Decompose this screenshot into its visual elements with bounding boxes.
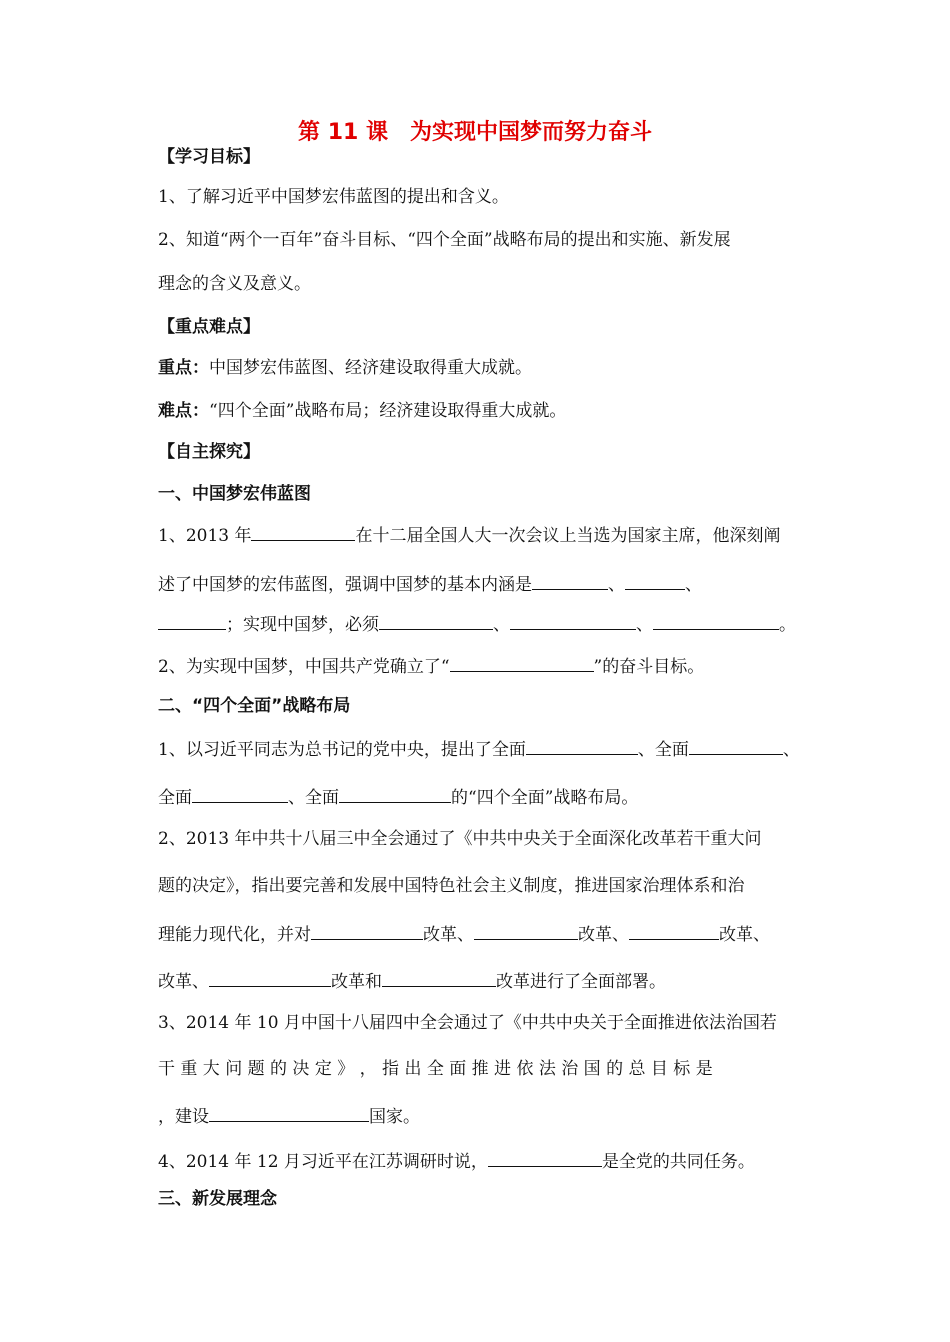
explore-heading: 【自主探究】 (158, 442, 260, 462)
answer-blank[interactable] (474, 922, 578, 940)
objective-item-1: 1、了解习近平中国梦宏伟蓝图的提出和含义。 (158, 187, 509, 207)
text-segment: 1、2013 年 (158, 526, 252, 546)
difficulty-label: 难点： (158, 401, 209, 421)
text-segment: 2、为实现中国梦，中国共产党确立了“ (158, 657, 450, 677)
section-3-heading: 三、新发展理念 (158, 1189, 277, 1209)
answer-blank[interactable] (192, 785, 288, 803)
answer-blank[interactable] (629, 922, 719, 940)
text-segment: 改革进行了全面部署。 (496, 972, 666, 992)
objective-item-2-line-2: 理念的含义及意义。 (158, 274, 311, 294)
s1-question-1-line-2 (158, 572, 702, 596)
s2-question-1-line-1 (158, 737, 800, 761)
text-segment: 改革、 (578, 925, 629, 945)
text-segment: 改革、 (158, 972, 209, 992)
text-segment: 、 (782, 740, 800, 760)
s2-question-2-line-1: 2、2013 年中共十八届三中全会通过了《中共中央关于全面深化改革若干重大问 (158, 829, 762, 849)
answer-blank[interactable] (311, 922, 423, 940)
text-segment: 、 (608, 575, 625, 595)
text-segment: ”的奋斗目标。 (593, 657, 705, 677)
answer-blank[interactable] (251, 523, 355, 541)
text-segment: 述了中国梦的宏伟蓝图，强调中国梦的基本内涵是 (158, 575, 532, 595)
text-segment: 、 (493, 615, 510, 635)
answer-blank[interactable] (339, 785, 451, 803)
section-1-heading: 一、中国梦宏伟蓝图 (158, 484, 311, 504)
text-segment: 。 (779, 615, 796, 635)
lesson-title: 第 11 课 为实现中国梦而努力奋斗 (298, 120, 652, 145)
text-segment: 国家。 (369, 1107, 420, 1127)
answer-blank[interactable] (653, 612, 779, 630)
s2-question-1-line-2 (158, 785, 638, 809)
answer-blank[interactable] (625, 572, 685, 590)
text-segment: ；实现中国梦，必须 (226, 615, 379, 635)
text-segment: 的“四个全面”战略布局。 (451, 788, 639, 808)
answer-blank[interactable] (532, 572, 608, 590)
text-segment: 全面 (158, 788, 192, 808)
answer-blank[interactable] (488, 1149, 602, 1167)
objectives-heading: 【学习目标】 (158, 147, 260, 167)
section-2-heading: 二、“四个全面”战略布局 (158, 696, 351, 716)
objective-item-2-line-1: 2、知道“两个一百年”奋斗目标、“四个全面”战略布局的提出和实施、新发展 (158, 230, 731, 250)
text-segment: 是全党的共同任务。 (601, 1152, 755, 1172)
answer-blank[interactable] (382, 969, 496, 987)
text-segment: 、 (636, 615, 653, 635)
text-segment: 、全面 (637, 740, 689, 760)
text-segment: 改革、 (423, 925, 474, 945)
s2-question-2-line-3 (158, 922, 770, 946)
keypoints-heading: 【重点难点】 (158, 317, 260, 337)
answer-blank[interactable] (450, 654, 594, 672)
answer-blank[interactable] (209, 969, 331, 987)
focus-line (158, 357, 532, 379)
s2-question-2-line-4 (158, 969, 666, 993)
answer-blank[interactable] (510, 612, 636, 630)
text-segment: 、全面 (288, 788, 339, 808)
difficulty-text: “四个全面”战略布局；经济建设取得重大成就。 (209, 401, 567, 421)
s1-question-1-line-1 (158, 523, 780, 547)
answer-blank[interactable] (209, 1104, 369, 1122)
text-segment: 1、以习近平同志为总书记的党中央，提出了全面 (158, 740, 526, 760)
text-segment: 理能力现代化，并对 (158, 925, 311, 945)
focus-text: 中国梦宏伟蓝图、经济建设取得重大成就。 (209, 358, 532, 378)
s2-question-3-line-2: 干 重 大 问 题 的 决 定 》 ， 指 出 全 面 推 进 依 法 治 国 的 总 目 标 是 (158, 1059, 713, 1079)
text-segment: 在十二届全国人大一次会议上当选为国家主席，他深刻阐 (355, 526, 781, 546)
s2-question-3-line-1: 3、2014 年 10 月中国十八届四中全会通过了《中共中央关于全面推进依法治国若 (158, 1013, 777, 1033)
difficulty-line (158, 400, 566, 422)
s2-question-3-line-3 (158, 1104, 420, 1128)
text-segment: 4、2014 年 12 月习近平在江苏调研时说， (158, 1152, 488, 1172)
focus-label: 重点： (158, 358, 209, 378)
s2-question-4 (158, 1149, 755, 1173)
answer-blank[interactable] (526, 737, 638, 755)
text-segment: 、 (685, 575, 702, 595)
text-segment: 改革和 (331, 972, 382, 992)
answer-blank[interactable] (379, 612, 493, 630)
s1-question-2 (158, 654, 704, 678)
answer-blank[interactable] (689, 737, 783, 755)
text-segment: 改革、 (719, 925, 770, 945)
s1-question-1-line-3 (158, 612, 796, 636)
text-segment: ，建设 (158, 1107, 209, 1127)
s2-question-2-line-2: 题的决定》，指出要完善和发展中国特色社会主义制度，推进国家治理体系和治 (158, 876, 745, 896)
answer-blank[interactable] (158, 612, 226, 630)
